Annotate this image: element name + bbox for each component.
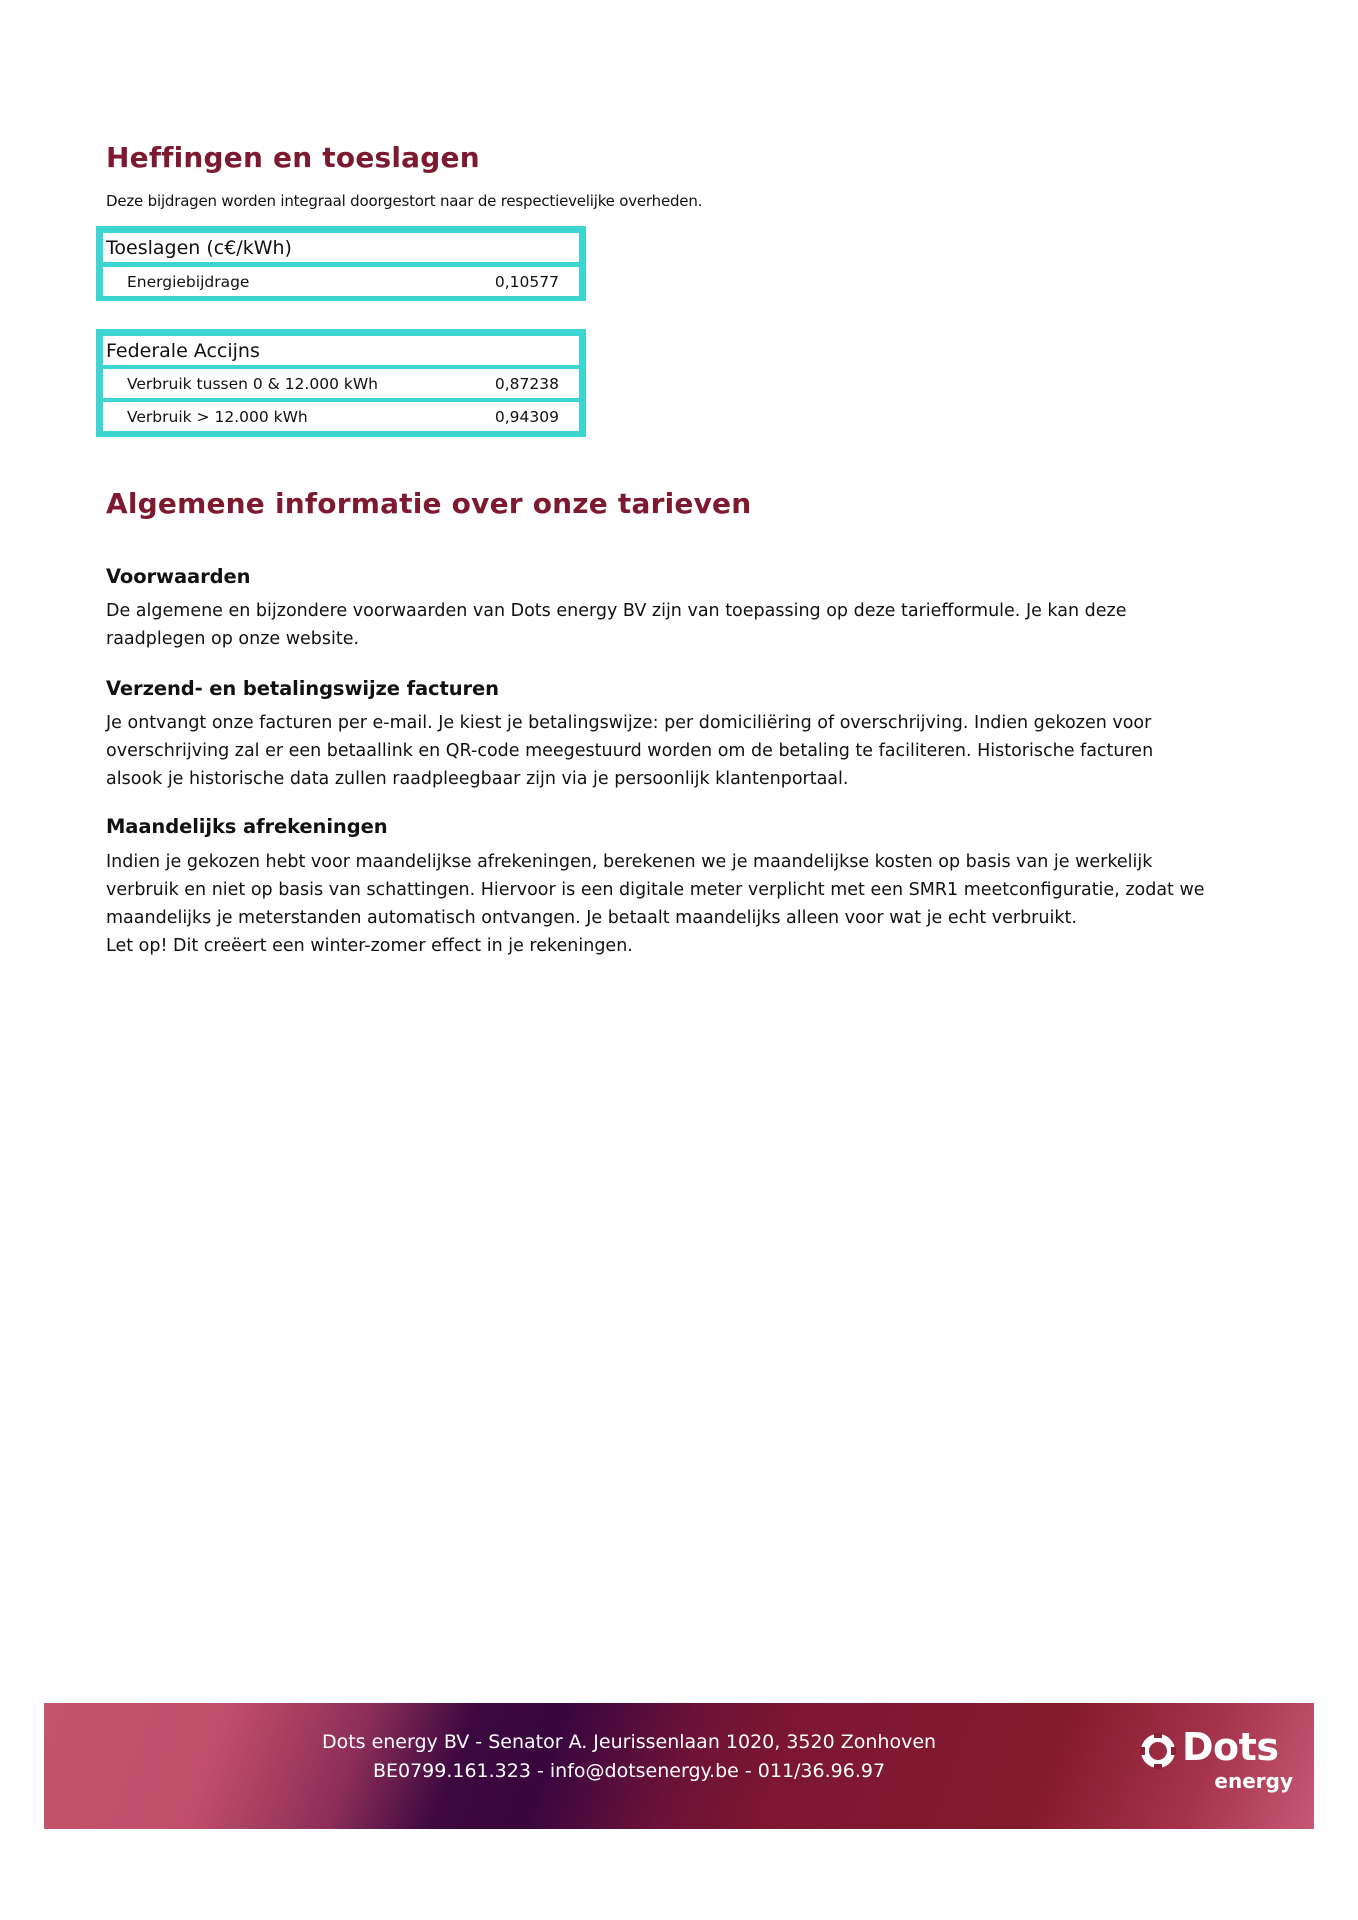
- row-label: Energiebijdrage: [127, 272, 250, 291]
- section-title-heffingen: Heffingen en toeslagen: [106, 141, 480, 174]
- paragraph-maandelijks: [106, 848, 1306, 960]
- row-value: 0,10577: [494, 272, 559, 291]
- footer-banner: [44, 1703, 1314, 1829]
- row-label: Verbruik tussen 0 & 12.000 kWh: [127, 374, 378, 393]
- table-header: Toeslagen (c€/kWh): [103, 233, 579, 262]
- text-line: verbruik en niet op basis van schattingen. Hiervoor is een digitale meter verplicht met een SMR1 meetconfiguratie, zodat we: [106, 880, 1205, 900]
- dots-ring-icon: [1138, 1731, 1178, 1771]
- row-label: Verbruik > 12.000 kWh: [127, 407, 308, 426]
- text-line: Je ontvangt onze facturen per e-mail. Je kiest je betalingswijze: per domiciliëring of overschrijving. Indien gekozen voor: [106, 713, 1152, 733]
- paragraph-voorwaarden: [106, 597, 1306, 653]
- footer-contact-details: BE0799.161.323 - info@dotsenergy.be - 011/36.96.97: [372, 1760, 886, 1782]
- text-line: raadplegen op onze website.: [106, 629, 360, 649]
- subheading-voorwaarden: Voorwaarden: [106, 565, 251, 588]
- text-line: overschrijving zal er een betaallink en QR-code meegestuurd worden om de betaling te faciliteren. Historische facturen: [106, 741, 1154, 761]
- table-toeslagen: [96, 226, 586, 301]
- subheading-verzend-betaling: Verzend- en betalingswijze facturen: [106, 677, 499, 700]
- logo-wordmark: Dots: [1182, 1725, 1279, 1769]
- section-title-algemene: Algemene informatie over onze tarieven: [106, 487, 752, 520]
- table-row: [103, 267, 579, 296]
- footer-address: Dots energy BV - Senator A. Jeurissenlaan 1020, 3520 Zonhoven: [321, 1731, 937, 1753]
- table-row: [103, 402, 579, 431]
- text-line: maandelijks je meterstanden automatisch ontvangen. Je betaalt maandelijks alleen voor wat je echt verbruikt.: [106, 908, 1077, 928]
- text-line: Indien je gekozen hebt voor maandelijkse afrekeningen, berekenen we je maandelijkse kosten op basis van je werkelijk: [106, 852, 1153, 872]
- text-line: De algemene en bijzondere voorwaarden van Dots energy BV zijn van toepassing op deze tariefformule. Je kan deze: [106, 601, 1127, 621]
- table-row: [103, 369, 579, 398]
- text-line: Let op! Dit creëert een winter-zomer effect in je rekeningen.: [106, 936, 633, 956]
- row-value: 0,87238: [494, 374, 559, 393]
- logo-subtitle: energy: [1214, 1769, 1293, 1793]
- heffingen-intro: Deze bijdragen worden integraal doorgestort naar de respectievelijke overheden.: [106, 192, 703, 210]
- table-header: Federale Accijns: [103, 336, 579, 365]
- subheading-maandelijks: Maandelijks afrekeningen: [106, 815, 388, 838]
- dots-energy-logo: [1134, 1725, 1304, 1805]
- footer-contact: [44, 1728, 1214, 1786]
- table-federale-accijns: [96, 329, 586, 437]
- row-value: 0,94309: [494, 407, 559, 426]
- paragraph-verzend-betaling: [106, 709, 1306, 793]
- text-line: alsook je historische data zullen raadpleegbaar zijn via je persoonlijk klantenportaal.: [106, 769, 849, 789]
